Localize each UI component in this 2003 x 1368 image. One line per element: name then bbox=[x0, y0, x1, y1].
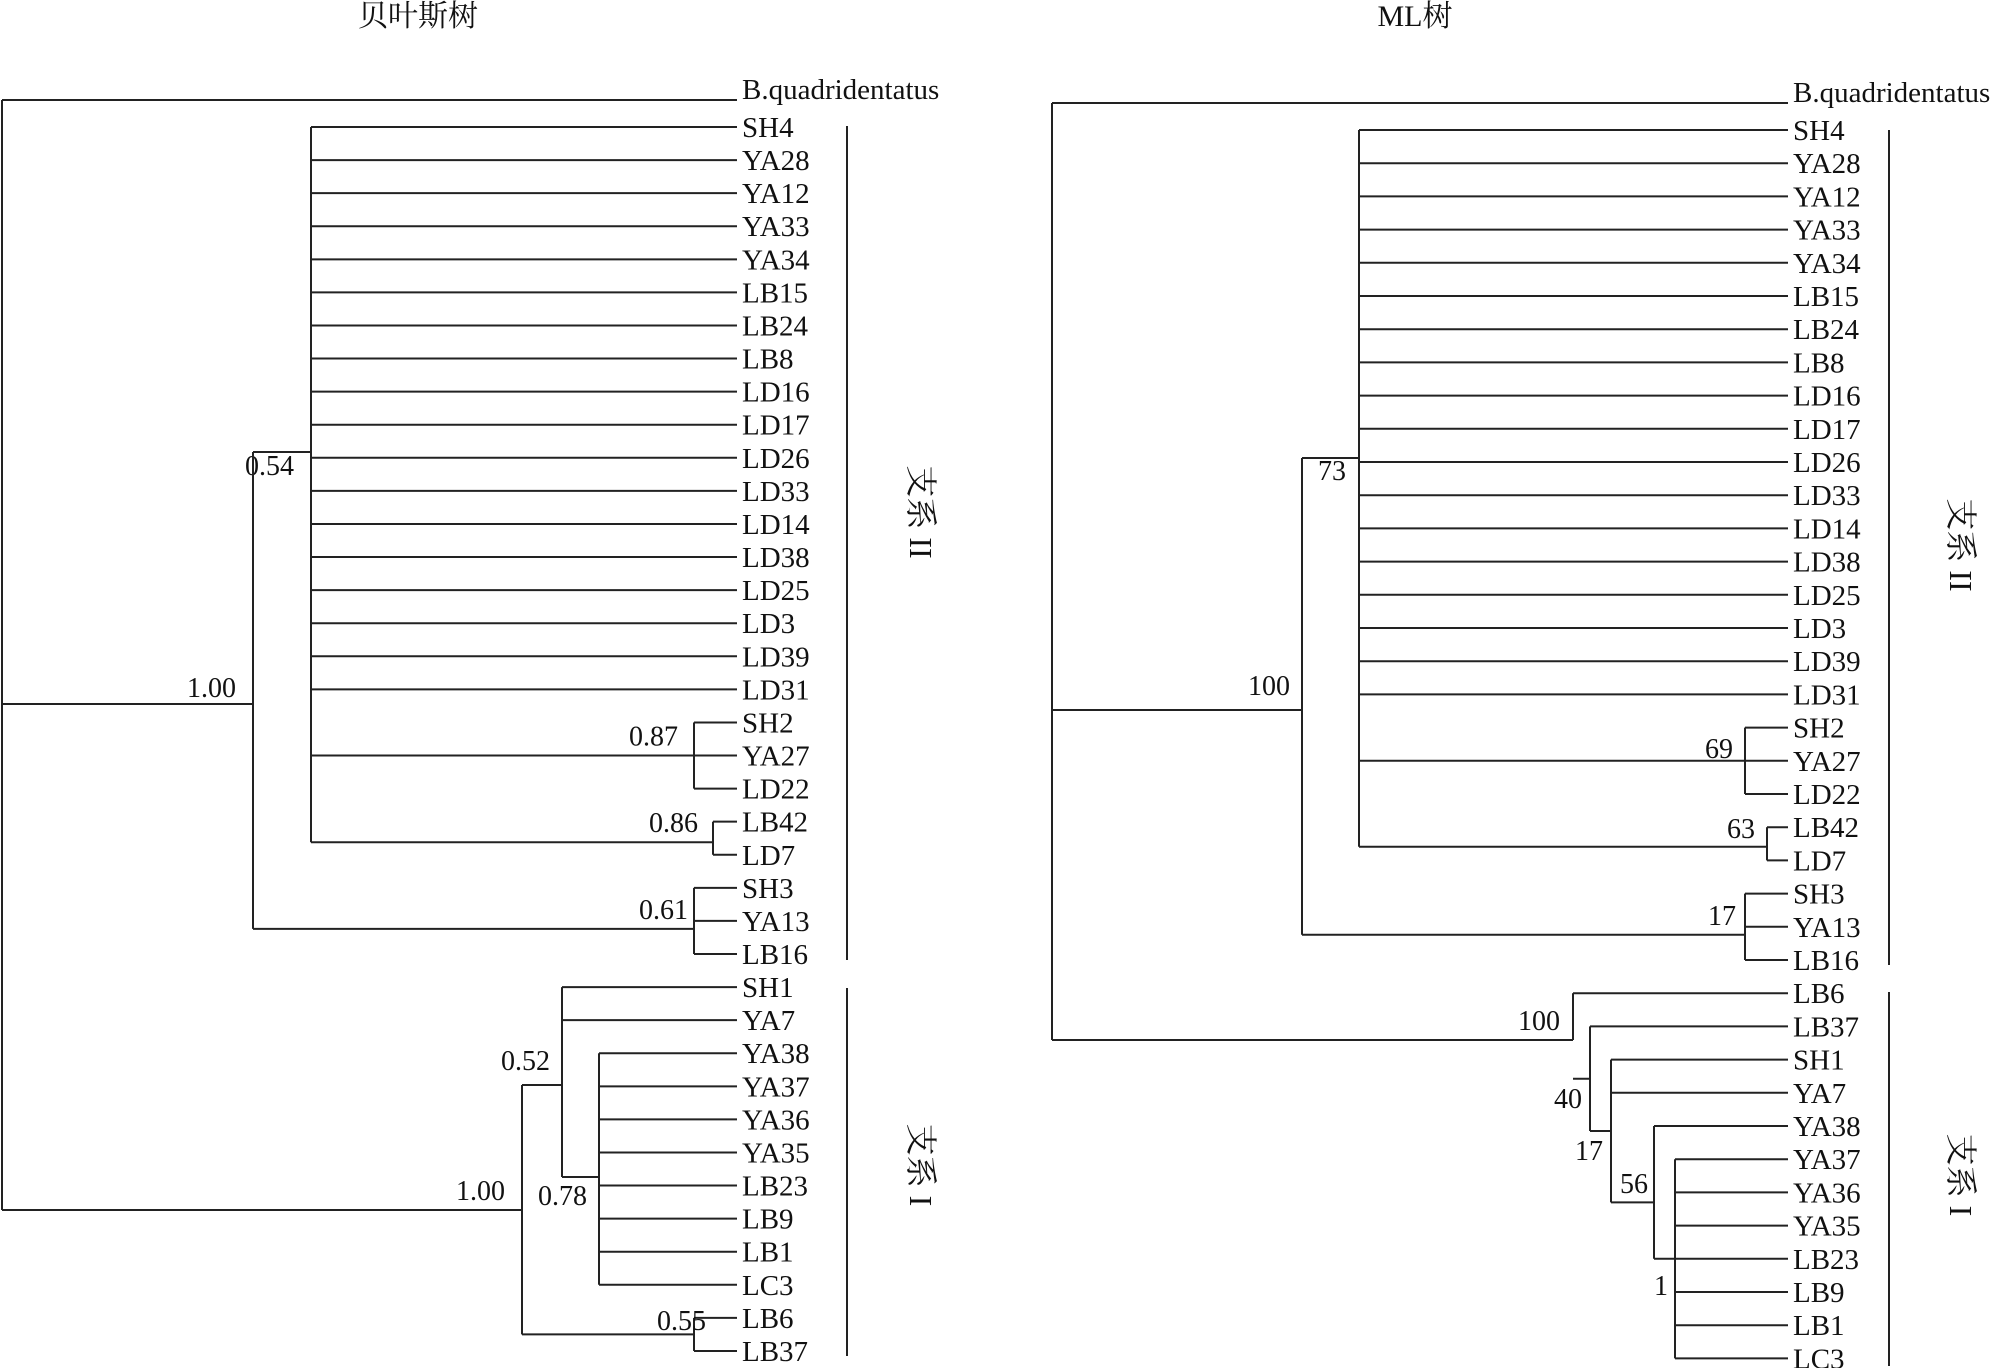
tree-title: 贝叶斯树 bbox=[358, 0, 478, 33]
taxon-label: LB24 bbox=[1793, 314, 1860, 347]
support-value: 0.87 bbox=[629, 721, 678, 753]
taxon-label: YA13 bbox=[1793, 911, 1861, 944]
taxon-label: LD3 bbox=[742, 608, 796, 641]
taxon-label: LD3 bbox=[1793, 613, 1847, 645]
taxon-label: LB37 bbox=[1793, 1011, 1860, 1044]
support-value: 0.61 bbox=[639, 894, 688, 926]
support-value: 63 bbox=[1727, 814, 1755, 845]
clade-label: 支系 I bbox=[903, 1123, 939, 1207]
taxon-label: LB9 bbox=[742, 1203, 794, 1236]
taxon-label: LD33 bbox=[1793, 480, 1861, 513]
support-value: 1.00 bbox=[187, 673, 236, 704]
support-value: 73 bbox=[1318, 456, 1346, 487]
support-value: 1.00 bbox=[456, 1176, 505, 1207]
taxon-label: LC3 bbox=[1793, 1343, 1845, 1368]
taxon-label: YA12 bbox=[742, 178, 810, 211]
clade-label: 支系 II bbox=[903, 465, 939, 559]
taxon-label: YA36 bbox=[1793, 1177, 1861, 1210]
tree-title: ML树 bbox=[1377, 0, 1453, 33]
taxon-label: YA7 bbox=[1793, 1077, 1847, 1110]
taxon-label: LD26 bbox=[742, 442, 810, 475]
support-value: 100 bbox=[1518, 1006, 1560, 1037]
taxon-label: LB6 bbox=[1793, 978, 1845, 1011]
taxon-label: LD17 bbox=[742, 409, 810, 442]
taxon-label: LD17 bbox=[1793, 413, 1861, 446]
taxon-label: YA28 bbox=[1793, 148, 1861, 181]
taxon-label: LD16 bbox=[742, 376, 810, 409]
support-value: 69 bbox=[1705, 734, 1733, 765]
taxon-label: SH2 bbox=[742, 707, 794, 740]
taxon-label: LD26 bbox=[1793, 447, 1861, 479]
taxon-label: SH1 bbox=[742, 972, 794, 1005]
taxon-label: LD31 bbox=[1793, 679, 1861, 712]
taxon-label: LB9 bbox=[1793, 1277, 1845, 1309]
taxon-label: YA28 bbox=[742, 145, 810, 178]
taxon-label: YA37 bbox=[742, 1071, 810, 1104]
taxon-label: SH1 bbox=[1793, 1044, 1845, 1077]
clade-label: 支系 I bbox=[1943, 1133, 1979, 1217]
taxon-label: YA34 bbox=[742, 244, 810, 277]
support-value: 0.54 bbox=[245, 451, 294, 482]
taxon-label: LB1 bbox=[742, 1236, 794, 1269]
taxon-label: LD39 bbox=[742, 641, 810, 674]
taxon-label: YA12 bbox=[1793, 181, 1861, 214]
taxon-label: LD25 bbox=[742, 575, 810, 608]
taxon-label: YA34 bbox=[1793, 247, 1861, 280]
support-value: 0.52 bbox=[501, 1046, 550, 1077]
ml-tree bbox=[1052, 0, 1990, 1368]
support-value: 17 bbox=[1708, 901, 1736, 932]
taxon-label: LD38 bbox=[1793, 546, 1861, 579]
taxon-label: LB42 bbox=[1793, 812, 1860, 845]
taxon-label: LB42 bbox=[742, 806, 809, 839]
taxon-label: LB16 bbox=[742, 939, 809, 971]
taxon-label: LD25 bbox=[1793, 579, 1861, 612]
taxon-label: LD33 bbox=[742, 475, 810, 508]
taxon-label: SH3 bbox=[1793, 878, 1845, 911]
taxon-label: LB16 bbox=[1793, 945, 1860, 977]
taxon-label: LB6 bbox=[742, 1302, 794, 1335]
taxon-label: B.quadridentatus bbox=[742, 74, 940, 106]
support-value: 0.78 bbox=[538, 1181, 587, 1212]
taxon-label: LD31 bbox=[742, 674, 810, 707]
taxon-label: LB23 bbox=[742, 1170, 809, 1203]
taxon-label: LD22 bbox=[1793, 779, 1861, 811]
taxon-label: LD16 bbox=[1793, 380, 1861, 413]
taxon-label: YA38 bbox=[1793, 1111, 1861, 1143]
taxon-label: LD39 bbox=[1793, 646, 1861, 679]
taxon-label: LB23 bbox=[1793, 1243, 1860, 1276]
support-value: 56 bbox=[1620, 1169, 1648, 1200]
taxon-label: YA33 bbox=[742, 211, 810, 244]
taxon-label: LC3 bbox=[742, 1269, 794, 1302]
taxon-label: YA7 bbox=[742, 1005, 796, 1038]
clade-label: 支系 II bbox=[1943, 498, 1979, 592]
taxon-label: LB1 bbox=[1793, 1310, 1845, 1343]
support-value: 17 bbox=[1575, 1136, 1603, 1167]
taxon-label: LB8 bbox=[742, 343, 794, 376]
taxon-label: LD14 bbox=[742, 508, 810, 541]
taxon-label: YA35 bbox=[742, 1137, 810, 1170]
taxon-label: LB37 bbox=[742, 1335, 809, 1368]
taxon-label: B.quadridentatus bbox=[1793, 77, 1991, 109]
taxon-label: YA33 bbox=[1793, 214, 1861, 247]
support-value: 1 bbox=[1654, 1271, 1668, 1302]
taxon-label: SH4 bbox=[742, 112, 794, 144]
taxon-label: SH4 bbox=[1793, 115, 1845, 147]
support-value: 0.86 bbox=[649, 808, 698, 840]
taxon-label: LD7 bbox=[742, 839, 796, 872]
taxon-label: YA38 bbox=[742, 1038, 810, 1071]
support-value: 0.55 bbox=[657, 1306, 706, 1337]
taxon-label: LD14 bbox=[1793, 513, 1861, 546]
taxon-label: LD38 bbox=[742, 542, 810, 575]
taxon-label: LD7 bbox=[1793, 845, 1847, 878]
support-value: 100 bbox=[1248, 671, 1290, 702]
taxon-label: YA35 bbox=[1793, 1210, 1861, 1243]
taxon-label: SH3 bbox=[742, 872, 794, 905]
taxon-label: LB15 bbox=[1793, 281, 1860, 313]
taxon-label: LB15 bbox=[742, 277, 809, 310]
taxon-label: SH2 bbox=[1793, 712, 1845, 745]
support-value: 40 bbox=[1554, 1084, 1582, 1115]
taxon-label: YA27 bbox=[742, 740, 810, 773]
taxon-label: YA36 bbox=[742, 1104, 810, 1137]
taxon-label: YA13 bbox=[742, 905, 810, 938]
taxon-label: LB24 bbox=[742, 310, 809, 343]
bayesian-tree bbox=[2, 0, 939, 1368]
taxon-label: YA37 bbox=[1793, 1144, 1861, 1177]
taxon-label: LB8 bbox=[1793, 347, 1845, 380]
taxon-label: LD22 bbox=[742, 773, 810, 806]
taxon-label: YA27 bbox=[1793, 745, 1861, 778]
